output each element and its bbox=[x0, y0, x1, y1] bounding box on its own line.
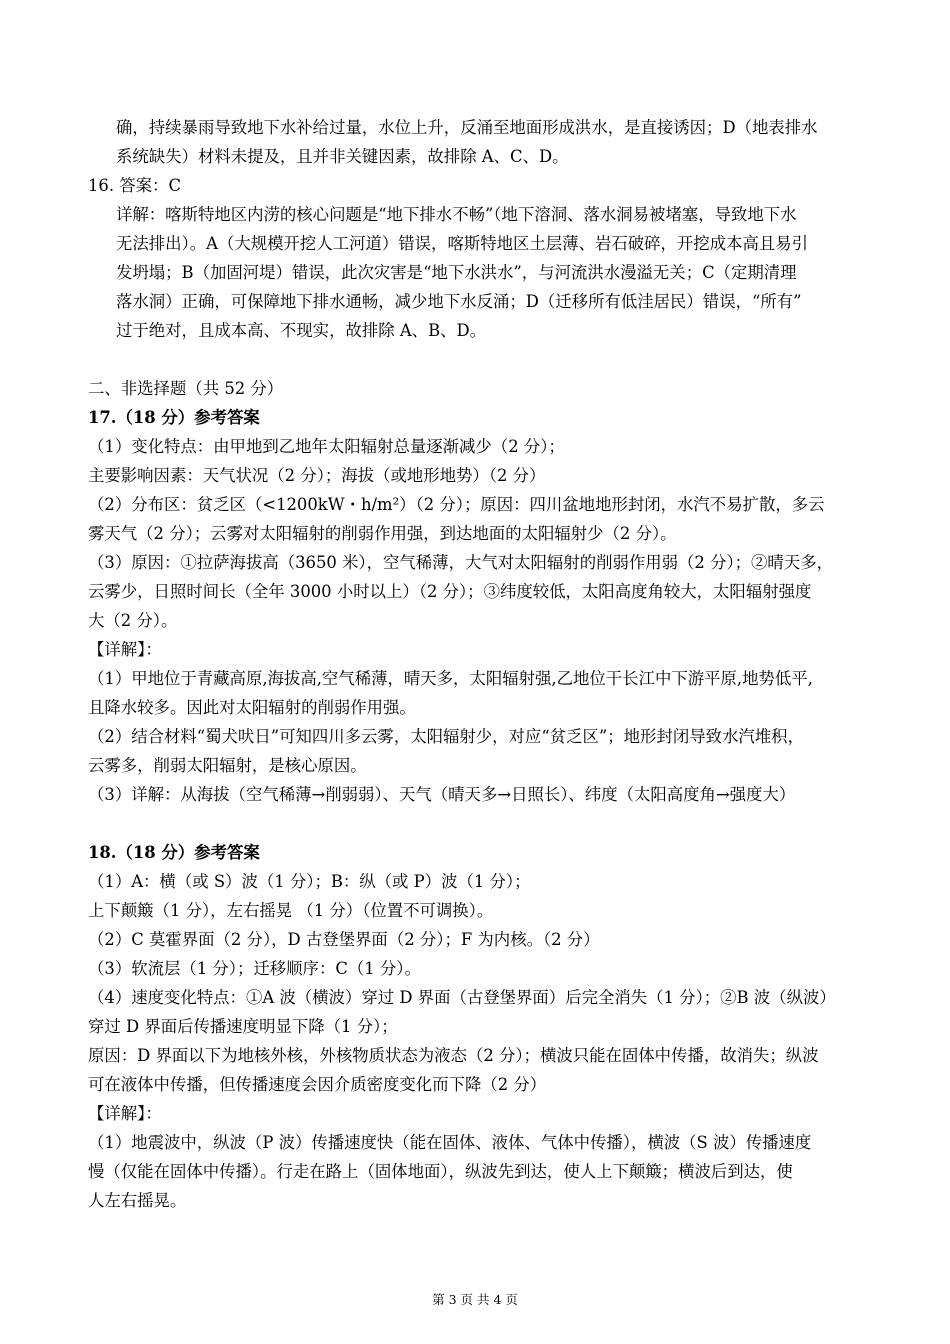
q16-detail-line-1: 详解：喀斯特地区内涝的核心问题是“地下排水不畅”（地下溶洞、落水洞易被堵塞，导致地下水 bbox=[116, 205, 797, 224]
q17-line-11: （2）结合材料“蜀犬吠日”可知四川多云雾，太阳辐射少，对应“贫乏区”；地形封闭导致水汽堆积， bbox=[88, 727, 804, 746]
q15-line-1: 确，持续暴雨导致地下水补给过量，水位上升，反涌至地面形成洪水，是直接诱因；D（地表排水 bbox=[116, 118, 818, 137]
q18-detail-heading: 【详解】： bbox=[88, 1104, 162, 1123]
q18-line-11: 慢（仅能在固体中传播）。行走在路上（固体地面），纵波先到达，使人上下颠簸；横波后到达，使 bbox=[88, 1162, 793, 1181]
q18-line-2: 上下颠簸（1 分），左右摇晃 （1 分）（位置不可调换）。 bbox=[88, 901, 494, 920]
q16-detail-line-4: 落水洞）正确，可保障地下排水通畅，减少地下水反涌；D（迁移所有低洼居民）错误，“所有” bbox=[116, 292, 802, 311]
q16-detail-line-3: 发坍塌；B（加固河堤）错误，此次灾害是“地下水洪水”，与河流洪水漫溢无关；C（定期清理 bbox=[116, 263, 797, 282]
q17-line-2: 主要影响因素：天气状况（2 分）；海拔（或地形地势）（2 分） bbox=[88, 466, 546, 485]
q16-detail-line-2: 无法排出）。A（大规模开挖人工河道）错误，喀斯特地区土层薄、岩石破碎，开挖成本高且易引 bbox=[116, 234, 809, 253]
q17-line-13: （3）详解：从海拔（空气稀薄→削弱弱）、天气（晴天多→日照长）、纬度（太阳高度角→强度大） bbox=[88, 785, 796, 804]
page-footer: 第 3 页 共 4 页 bbox=[432, 1292, 518, 1307]
q16-detail-line-5: 过于绝对，且成本高、不现实，故排除 A、B、D。 bbox=[116, 321, 487, 340]
q18-line-1: （1）A：横（或 S）波（1 分）；B：纵（或 P）波（1 分）； bbox=[88, 872, 531, 891]
q15-line-2: 系统缺失）材料未提及，且并非关键因素，故排除 A、C、D。 bbox=[116, 147, 569, 166]
q17-line-7: 大（2 分）。 bbox=[88, 611, 178, 630]
q17-line-10: 且降水较多。因此对太阳辐射的削弱作用强。 bbox=[88, 698, 416, 717]
section-2-title: 二、非选择题（共 52 分） bbox=[88, 379, 284, 398]
q17-line-12: 云雾多，削弱太阳辐射，是核心原因。 bbox=[88, 756, 367, 775]
q18-line-10: （1）地震波中，纵波（P 波）传播速度快（能在固体、液体、气体中传播），横波（S 波）传播速度 bbox=[88, 1133, 812, 1152]
q17-line-6: 云雾少，日照时间长（全年 3000 小时以上）（2 分）；③纬度较低，太阳高度角较大，太阳辐射强度 bbox=[88, 582, 812, 601]
q18-line-7: 原因：D 界面以下为地核外核，外核物质状态为液态（2 分）；横波只能在固体中传播，故消失；纵波 bbox=[88, 1046, 819, 1065]
q18-line-12: 人左右摇晃。 bbox=[88, 1191, 187, 1210]
q17-detail-heading: 【详解】： bbox=[88, 640, 162, 659]
q17-line-5: （3）原因：①拉萨海拔高（3650 米），空气稀薄，大气对太阳辐射的削弱作用弱（2 分）；②晴天多， bbox=[88, 553, 833, 572]
q17-line-3: （2）分布区：贫乏区（<1200kW・h/m²）（2 分）；原因：四川盆地地形封闭，水汽不易扩散，多云 bbox=[88, 495, 825, 514]
q17-line-1: （1）变化特点：由甲地到乙地年太阳辐射总量逐渐减少（2 分）； bbox=[88, 437, 565, 456]
q18-title: 18.（18 分）参考答案 bbox=[88, 843, 260, 862]
q18-line-5: （4）速度变化特点：①A 波（横波）穿过 D 界面（古登堡界面）后完全消失（1 分）；②B 波（纵波） bbox=[88, 988, 836, 1007]
q18-line-8: 可在液体中传播，但传播速度会因介质密度变化而下降（2 分） bbox=[88, 1075, 547, 1094]
q18-line-6: 穿过 D 界面后传播速度明显下降（1 分）； bbox=[88, 1017, 398, 1036]
q17-line-9: （1）甲地位于青藏高原,海拔高,空气稀薄，晴天多，太阳辐射强,乙地位干长江中下游平原,地势低平, bbox=[88, 669, 813, 688]
q17-title: 17.（18 分）参考答案 bbox=[88, 408, 260, 427]
q16-answer: 16. 答案：C bbox=[88, 176, 181, 195]
q18-line-3: （2）C 莫霍界面（2 分），D 古登堡界面（2 分）；F 为内核。（2 分） bbox=[88, 930, 600, 949]
q17-line-4: 雾天气（2 分）；云雾对太阳辐射的削弱作用强，到达地面的太阳辐射少（2 分）。 bbox=[88, 524, 677, 543]
q18-line-4: （3）软流层（1 分）；迁移顺序：C（1 分）。 bbox=[88, 959, 421, 978]
